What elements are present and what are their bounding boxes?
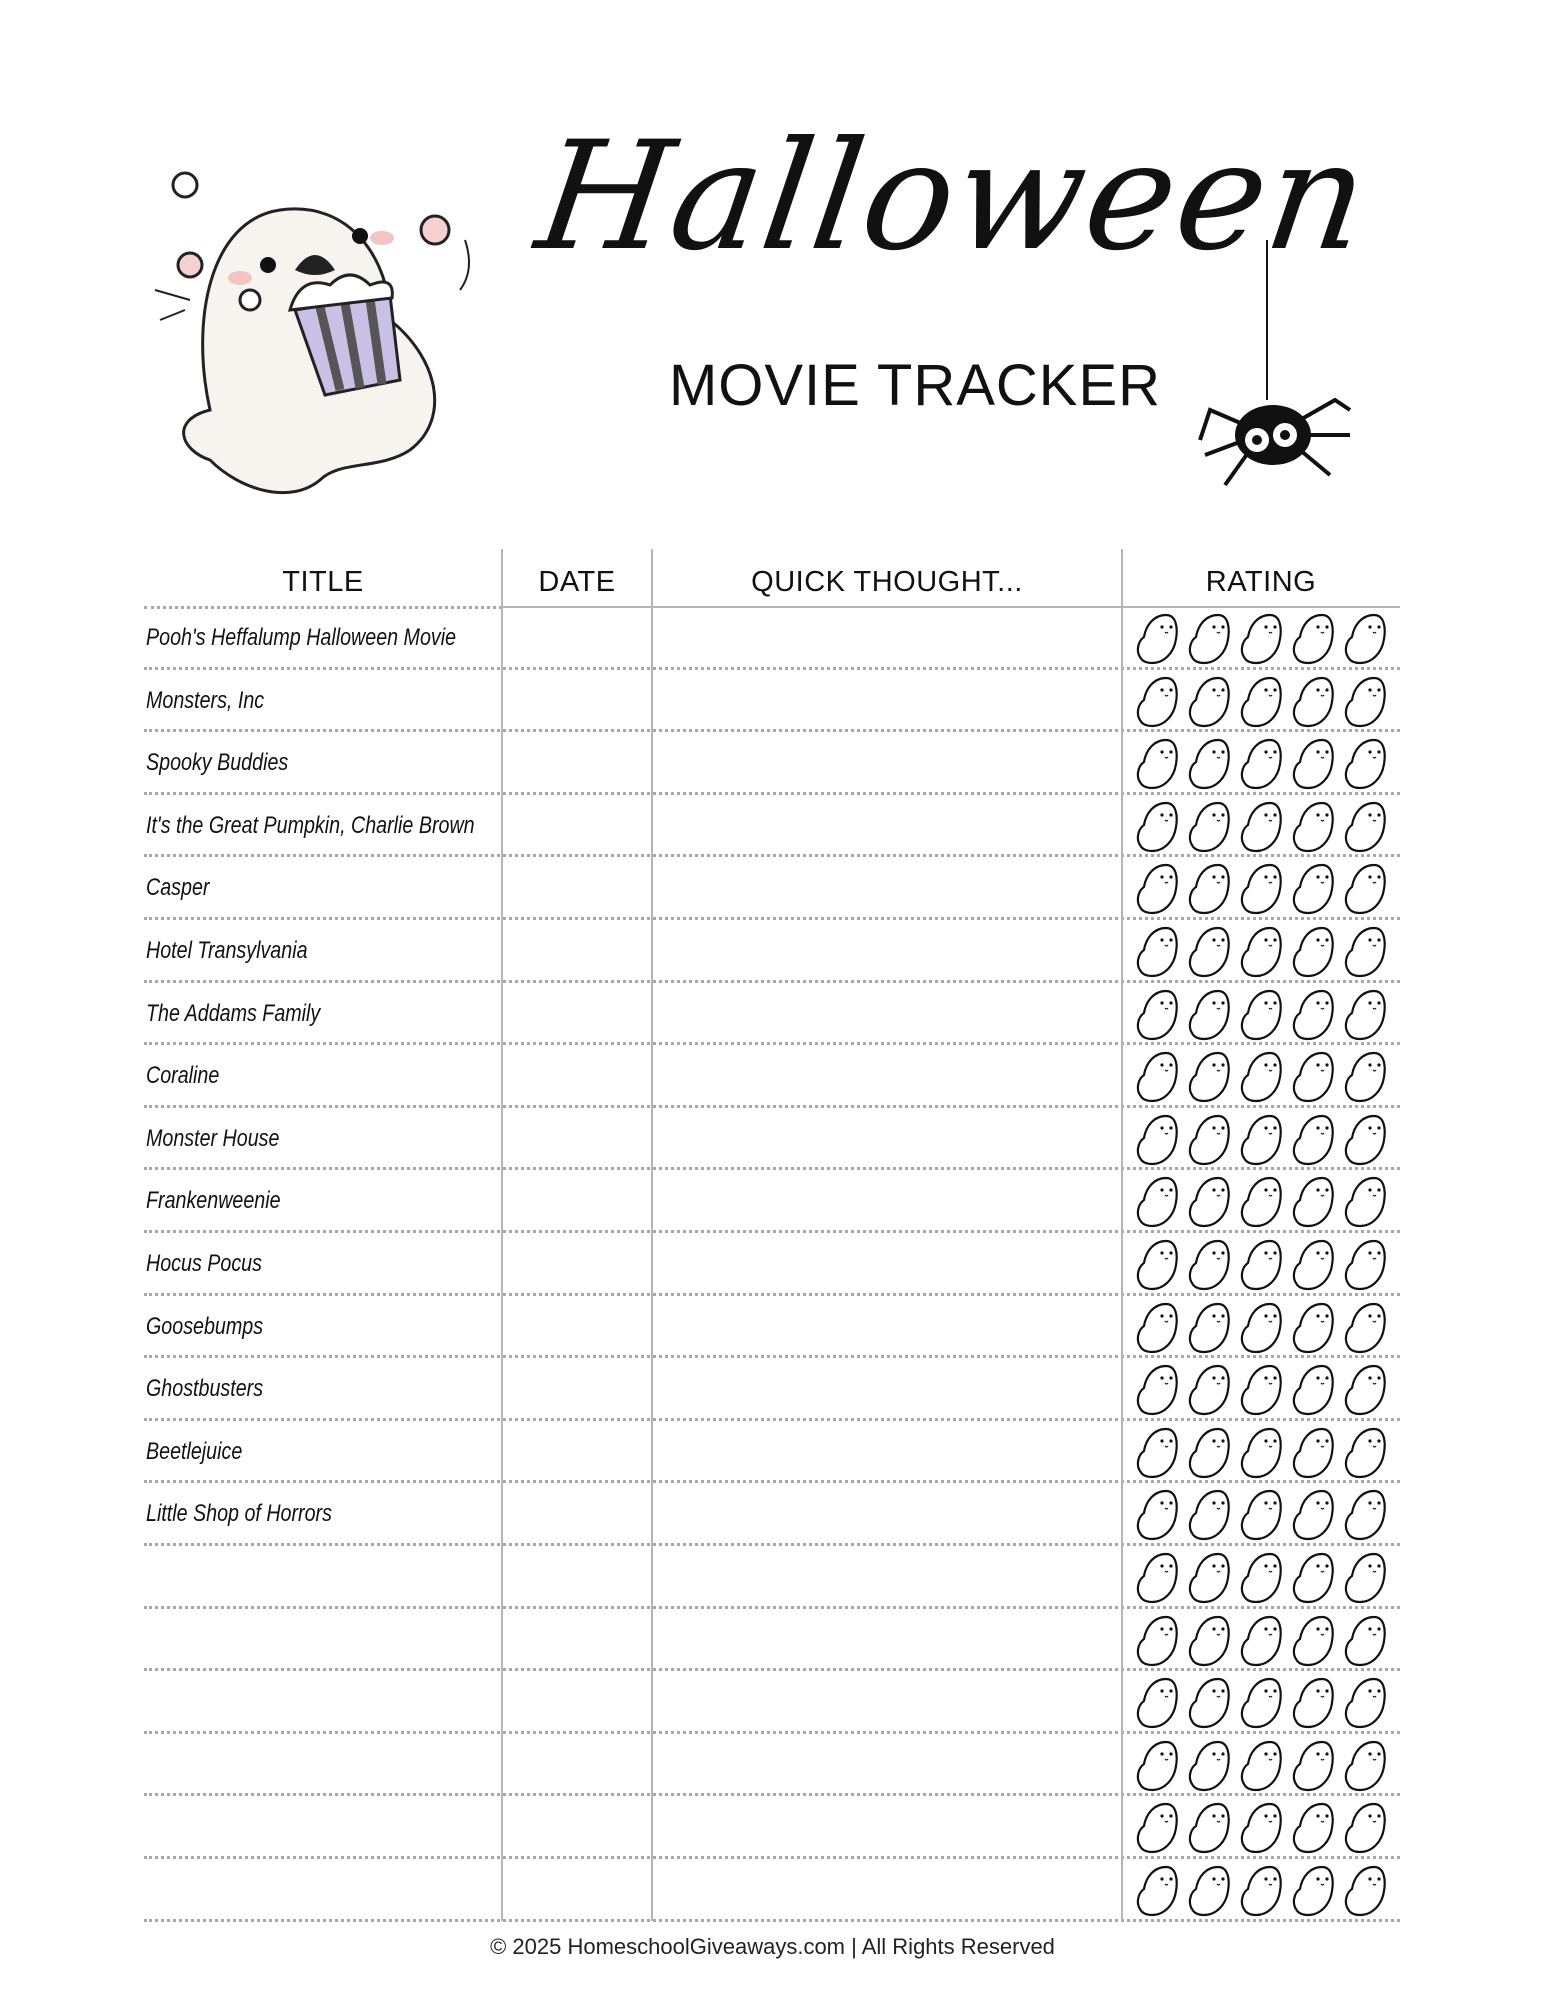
ghost-rating-icon[interactable] xyxy=(1342,799,1388,858)
ghost-rating-icon[interactable] xyxy=(1238,861,1284,920)
ghost-rating[interactable] xyxy=(1134,1863,1388,1922)
table-row xyxy=(144,1546,1400,1609)
ghost-rating-icon[interactable] xyxy=(1290,924,1336,983)
ghost-rating-icon[interactable] xyxy=(1186,861,1232,920)
ghost-rating-icon[interactable] xyxy=(1134,611,1180,670)
ghost-rating-icon[interactable] xyxy=(1290,1425,1336,1484)
ghost-rating-icon[interactable] xyxy=(1134,1049,1180,1108)
ghost-rating-icon[interactable] xyxy=(1342,1863,1388,1922)
movie-title: Little Shop of Horrors xyxy=(146,1500,332,1528)
ghost-rating-icon[interactable] xyxy=(1186,1613,1232,1672)
ghost-rating-icon[interactable] xyxy=(1290,799,1336,858)
ghost-rating-icon[interactable] xyxy=(1186,674,1232,733)
ghost-rating[interactable] xyxy=(1134,1425,1388,1484)
ghost-rating-icon[interactable] xyxy=(1342,1425,1388,1484)
ghost-rating[interactable] xyxy=(1134,1300,1388,1359)
column-header-quick-thought: QUICK THOUGHT... xyxy=(751,566,1023,598)
ghost-rating-icon[interactable] xyxy=(1186,1800,1232,1859)
table-row xyxy=(144,795,1400,858)
ghost-rating-icon[interactable] xyxy=(1238,674,1284,733)
page-subtitle: MOVIE TRACKER xyxy=(668,353,1162,418)
ghost-rating-icon[interactable] xyxy=(1134,861,1180,920)
movie-tracker-table xyxy=(144,549,1400,1921)
ghost-rating-icon[interactable] xyxy=(1290,987,1336,1046)
ghost-rating[interactable] xyxy=(1134,924,1388,983)
ghost-rating-icon[interactable] xyxy=(1342,1362,1388,1421)
ghost-rating-icon[interactable] xyxy=(1290,674,1336,733)
column-divider xyxy=(501,549,503,1921)
ghost-rating-icon[interactable] xyxy=(1186,1362,1232,1421)
table-row xyxy=(144,1796,1400,1859)
ghost-rating[interactable] xyxy=(1134,987,1388,1046)
ghost-rating-icon[interactable] xyxy=(1134,1362,1180,1421)
ghost-rating-icon[interactable] xyxy=(1186,799,1232,858)
ghost-rating-icon[interactable] xyxy=(1238,1425,1284,1484)
spider-icon xyxy=(1195,240,1365,500)
movie-title: The Addams Family xyxy=(146,999,321,1027)
ghost-rating-icon[interactable] xyxy=(1134,799,1180,858)
ghost-rating-icon[interactable] xyxy=(1134,924,1180,983)
ghost-rating-icon[interactable] xyxy=(1342,1049,1388,1108)
ghost-rating-icon[interactable] xyxy=(1238,1800,1284,1859)
ghost-rating[interactable] xyxy=(1134,1800,1388,1859)
ghost-rating[interactable] xyxy=(1134,1487,1388,1546)
ghost-rating-icon[interactable] xyxy=(1342,1174,1388,1233)
table-row xyxy=(144,1045,1400,1108)
ghost-rating-icon[interactable] xyxy=(1342,1675,1388,1734)
ghost-rating-icon[interactable] xyxy=(1238,1049,1284,1108)
ghost-rating-icon[interactable] xyxy=(1342,611,1388,670)
ghost-rating[interactable] xyxy=(1134,1675,1388,1734)
ghost-rating-icon[interactable] xyxy=(1342,674,1388,733)
ghost-rating-icon[interactable] xyxy=(1290,1800,1336,1859)
ghost-rating-icon[interactable] xyxy=(1238,611,1284,670)
movie-title: Coraline xyxy=(146,1062,220,1090)
ghost-rating-icon[interactable] xyxy=(1186,736,1232,795)
ghost-rating-icon[interactable] xyxy=(1342,1237,1388,1296)
ghost-rating-icon[interactable] xyxy=(1134,1550,1180,1609)
ghost-rating-icon[interactable] xyxy=(1290,611,1336,670)
movie-title: Casper xyxy=(146,874,210,902)
ghost-rating-icon[interactable] xyxy=(1290,1112,1336,1171)
movie-title: Frankenweenie xyxy=(146,1187,281,1215)
column-header-rating: RATING xyxy=(1205,566,1317,598)
ghost-rating-icon[interactable] xyxy=(1186,1863,1232,1922)
page-title: Halloween xyxy=(527,110,1380,284)
ghost-rating-icon[interactable] xyxy=(1290,736,1336,795)
movie-title: Hotel Transylvania xyxy=(146,937,308,964)
ghost-rating-icon[interactable] xyxy=(1238,1738,1284,1797)
table-row xyxy=(144,1859,1400,1922)
ghost-rating-icon[interactable] xyxy=(1186,1112,1232,1171)
ghost-rating-icon[interactable] xyxy=(1342,1613,1388,1672)
ghost-rating-icon[interactable] xyxy=(1290,1174,1336,1233)
ghost-rating-icon[interactable] xyxy=(1134,736,1180,795)
ghost-rating[interactable] xyxy=(1134,1738,1388,1797)
ghost-rating-icon[interactable] xyxy=(1186,1425,1232,1484)
ghost-rating-icon[interactable] xyxy=(1342,987,1388,1046)
ghost-rating-icon[interactable] xyxy=(1186,1487,1232,1546)
ghost-rating[interactable] xyxy=(1134,861,1388,920)
table-row xyxy=(144,1108,1400,1171)
ghost-rating-icon[interactable] xyxy=(1134,987,1180,1046)
ghost-rating[interactable] xyxy=(1134,674,1388,733)
ghost-rating-icon[interactable] xyxy=(1134,1425,1180,1484)
ghost-rating-icon[interactable] xyxy=(1134,1800,1180,1859)
movie-title: Ghostbusters xyxy=(146,1375,264,1403)
table-row xyxy=(144,983,1400,1046)
ghost-rating-icon[interactable] xyxy=(1134,1112,1180,1171)
ghost-rating-icon[interactable] xyxy=(1290,1362,1336,1421)
ghost-rating-icon[interactable] xyxy=(1342,1738,1388,1797)
ghost-rating-icon[interactable] xyxy=(1134,1613,1180,1672)
ghost-rating-icon[interactable] xyxy=(1342,861,1388,920)
ghost-rating-icon[interactable] xyxy=(1238,1675,1284,1734)
table-row xyxy=(144,1609,1400,1672)
ghost-rating-icon[interactable] xyxy=(1134,1237,1180,1296)
ghost-rating-icon[interactable] xyxy=(1290,1738,1336,1797)
copyright-footer: © 2025 HomeschoolGiveaways.com | All Rights Reserved xyxy=(490,1934,1055,1959)
movie-title: Monsters, Inc xyxy=(146,686,265,714)
ghost-rating-icon[interactable] xyxy=(1290,1049,1336,1108)
ghost-rating-icon[interactable] xyxy=(1342,1300,1388,1359)
ghost-rating-icon[interactable] xyxy=(1238,1174,1284,1233)
movie-title: Hocus Pocus xyxy=(146,1250,262,1277)
table-row xyxy=(144,1233,1400,1296)
ghost-rating-icon[interactable] xyxy=(1186,1049,1232,1108)
ghost-rating[interactable] xyxy=(1134,1362,1388,1421)
ghost-rating-icon[interactable] xyxy=(1238,1300,1284,1359)
ghost-rating-icon[interactable] xyxy=(1238,1237,1284,1296)
ghost-rating-icon[interactable] xyxy=(1290,1863,1336,1922)
column-divider xyxy=(651,549,653,1921)
table-row xyxy=(144,732,1400,795)
ghost-rating-icon[interactable] xyxy=(1238,1863,1284,1922)
ghost-rating-icon[interactable] xyxy=(1342,736,1388,795)
ghost-rating-icon[interactable] xyxy=(1238,987,1284,1046)
ghost-rating-icon[interactable] xyxy=(1186,924,1232,983)
ghost-rating-icon[interactable] xyxy=(1186,1675,1232,1734)
ghost-rating-icon[interactable] xyxy=(1186,1738,1232,1797)
table-row xyxy=(144,670,1400,733)
column-header-date: DATE xyxy=(538,566,616,598)
ghost-rating-icon[interactable] xyxy=(1238,736,1284,795)
table-row xyxy=(144,857,1400,920)
table-row xyxy=(144,1170,1400,1233)
ghost-rating-icon[interactable] xyxy=(1290,1613,1336,1672)
ghost-rating-icon[interactable] xyxy=(1134,674,1180,733)
ghost-rating[interactable] xyxy=(1134,1049,1388,1108)
table-row xyxy=(144,1421,1400,1484)
column-divider xyxy=(1121,549,1123,1921)
ghost-rating-icon[interactable] xyxy=(1290,1550,1336,1609)
ghost-rating-icon[interactable] xyxy=(1342,1550,1388,1609)
ghost-rating-icon[interactable] xyxy=(1134,1300,1180,1359)
table-row xyxy=(144,1296,1400,1359)
ghost-rating-icon[interactable] xyxy=(1186,987,1232,1046)
ghost-rating-icon[interactable] xyxy=(1342,1112,1388,1171)
ghost-rating-icon[interactable] xyxy=(1342,1800,1388,1859)
column-header-title: TITLE xyxy=(282,566,364,598)
ghost-rating[interactable] xyxy=(1134,611,1388,670)
ghost-rating-icon[interactable] xyxy=(1186,1550,1232,1609)
ghost-rating-icon[interactable] xyxy=(1290,1237,1336,1296)
ghost-rating-icon[interactable] xyxy=(1342,924,1388,983)
ghost-rating-icon[interactable] xyxy=(1134,1487,1180,1546)
table-row xyxy=(144,1483,1400,1546)
ghost-rating-icon[interactable] xyxy=(1186,1300,1232,1359)
ghost-rating-icon[interactable] xyxy=(1186,1237,1232,1296)
ghost-rating[interactable] xyxy=(1134,1174,1388,1233)
table-row xyxy=(144,1734,1400,1797)
ghost-rating-icon[interactable] xyxy=(1342,1487,1388,1546)
movie-title: It's the Great Pumpkin, Charlie Brown xyxy=(146,811,475,839)
ghost-rating[interactable] xyxy=(1134,736,1388,795)
table-row xyxy=(144,920,1400,983)
ghost-rating-icon[interactable] xyxy=(1186,1174,1232,1233)
ghost-rating[interactable] xyxy=(1134,1112,1388,1171)
ghost-rating[interactable] xyxy=(1134,1550,1388,1609)
ghost-rating-icon[interactable] xyxy=(1290,1675,1336,1734)
ghost-rating-icon[interactable] xyxy=(1134,1675,1180,1734)
ghost-rating-icon[interactable] xyxy=(1238,1550,1284,1609)
ghost-rating-icon[interactable] xyxy=(1134,1174,1180,1233)
movie-title: Monster House xyxy=(146,1124,280,1152)
movie-title: Spooky Buddies xyxy=(146,749,289,777)
movie-title: Pooh's Heffalump Halloween Movie xyxy=(146,624,457,651)
ghost-rating-icon[interactable] xyxy=(1238,799,1284,858)
table-row xyxy=(144,1671,1400,1734)
ghost-rating-icon[interactable] xyxy=(1186,611,1232,670)
ghost-with-popcorn-illustration xyxy=(150,160,510,520)
ghost-rating-icon[interactable] xyxy=(1238,1487,1284,1546)
ghost-rating-icon[interactable] xyxy=(1238,1112,1284,1171)
movie-title: Goosebumps xyxy=(146,1312,264,1340)
table-row xyxy=(144,607,1400,670)
ghost-rating[interactable] xyxy=(1134,1613,1388,1672)
ghost-rating-icon[interactable] xyxy=(1134,1738,1180,1797)
ghost-rating-icon[interactable] xyxy=(1238,924,1284,983)
ghost-rating-icon[interactable] xyxy=(1290,1300,1336,1359)
ghost-rating-icon[interactable] xyxy=(1238,1613,1284,1672)
ghost-rating-icon[interactable] xyxy=(1238,1362,1284,1421)
ghost-rating-icon[interactable] xyxy=(1134,1863,1180,1922)
movie-title: Beetlejuice xyxy=(146,1437,243,1465)
ghost-rating-icon[interactable] xyxy=(1290,1487,1336,1546)
ghost-rating-icon[interactable] xyxy=(1290,861,1336,920)
ghost-rating[interactable] xyxy=(1134,799,1388,858)
ghost-rating[interactable] xyxy=(1134,1237,1388,1296)
table-row xyxy=(144,1358,1400,1421)
